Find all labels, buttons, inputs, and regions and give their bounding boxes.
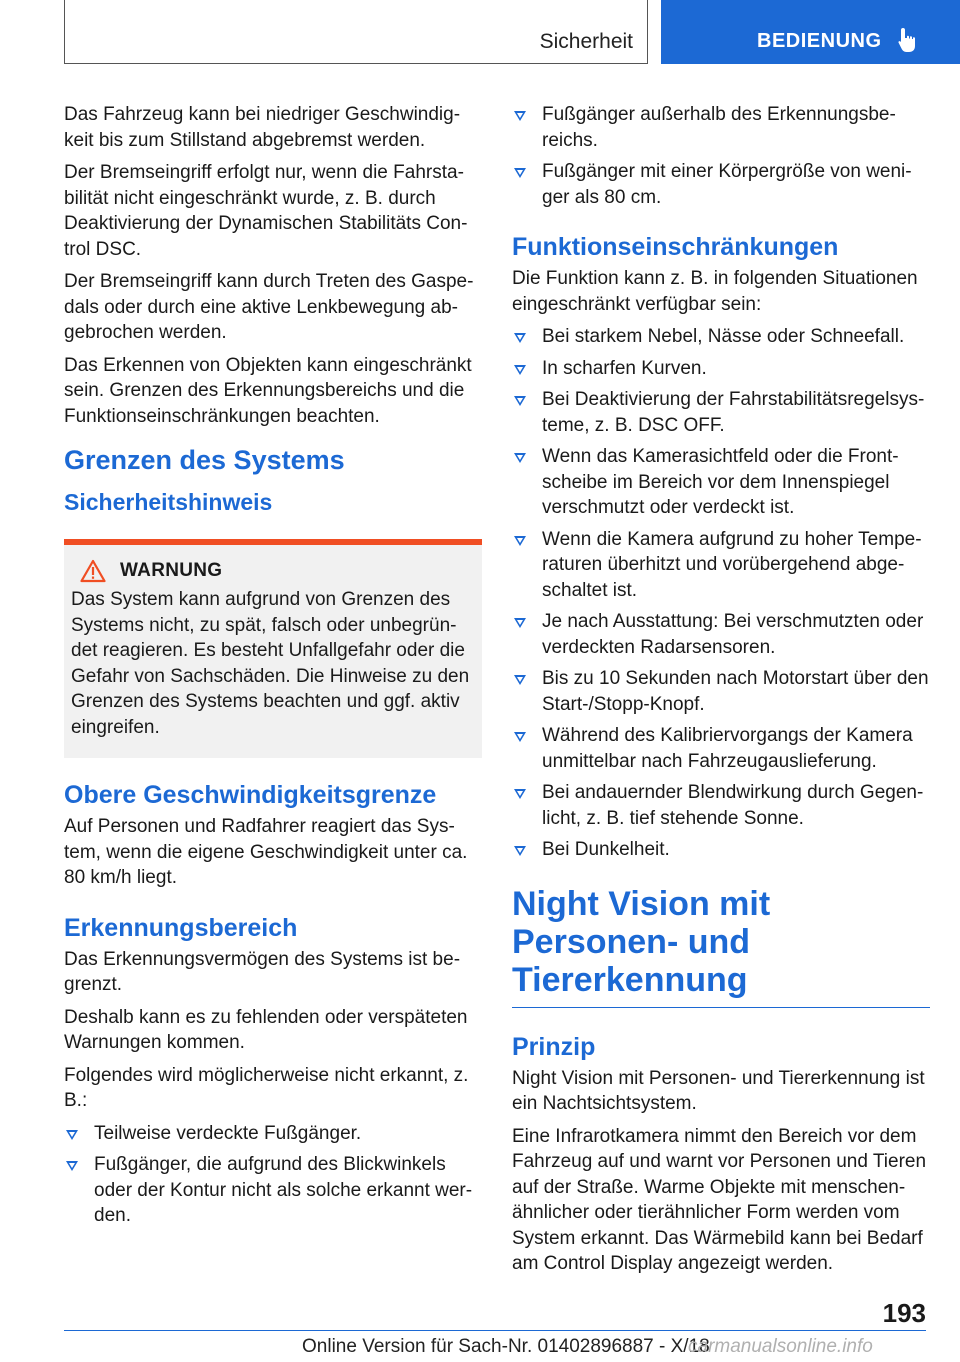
subheading-function-limits: Funktionseinschränkungen (512, 233, 839, 261)
list-item: Fußgänger außerhalb des Erkennungsbereichs. (512, 102, 930, 153)
list-item: Je nach Ausstattung: Bei verschmutzten oder verdeckten Radarsensoren. (512, 609, 930, 660)
list-item: Bei andauernder Blendwirkung durch Gegenlicht, z. B. tief stehende Sonne. (512, 780, 930, 831)
triangle-bullet-icon (514, 111, 526, 121)
subheading-safety: Sicherheitshinweis (64, 489, 273, 515)
bullet-list (512, 102, 930, 210)
right-column (512, 102, 930, 1284)
triangle-bullet-icon (514, 168, 526, 178)
list-item: Bei Deaktivierung der Fahrstabilitätsregelsysteme, z. B. DSC OFF. (512, 387, 930, 438)
paragraph: Das Erkennen von Objekten kann eingeschränkt sein. Grenzen des Erkennungsbereichs und die Funktionseinschränkungen beachten. (64, 354, 472, 427)
page-number: 193 (882, 1298, 926, 1328)
left-column (64, 102, 482, 1235)
subheading-detection-range: Erkennungsbereich (64, 913, 298, 942)
triangle-bullet-icon (514, 536, 526, 546)
paragraph: Die Funktion kann z. B. in folgenden Situationen eingeschränkt verfügbar sein: (512, 268, 918, 315)
header-chapter-tab (661, 0, 960, 64)
warning-text: Das System kann aufgrund von Grenzen des Systems nicht, zu spät, falsch oder unbegründet reagieren. Es besteht Unfallgefahr oder die Gefahr von Sachschäden. Die Hinweise zu den Grenzen des Systems beachten und ggf. aktiv eingreifen. (71, 589, 470, 738)
paragraph: Deshalb kann es zu fehlenden oder verspäteten Warnungen kommen. (64, 1006, 468, 1053)
warning-box (64, 539, 482, 758)
chapter-heading-night-vision: Night Vision mit Personen- und Tiererkennung (512, 885, 930, 1008)
paragraph: Der Bremseingriff erfolgt nur, wenn die Fahrstabilität nicht eingeschränkt wurde, z. B. durch Deaktivierung der Dynamischen Stabilitäts Control DSC. (64, 162, 468, 260)
header-section-box (64, 0, 648, 64)
triangle-bullet-icon (514, 453, 526, 463)
list-item: Fußgänger, die aufgrund des Blickwinkels oder der Kontur nicht als solche erkannt werden. (64, 1152, 482, 1229)
list-item: Bis zu 10 Sekunden nach Motorstart über den Start-/Stopp-Knopf. (512, 666, 930, 717)
triangle-bullet-icon (514, 732, 526, 742)
list-item: Während des Kalibriervorgangs der Kamera unmittelbar nach Fahrzeugauslieferung. (512, 723, 930, 774)
paragraph: Auf Personen und Radfahrer reagiert das System, wenn die eigene Geschwindigkeit unter ca. 80 km/h liegt. (64, 816, 468, 888)
watermark: carmanualsonline.info (688, 1336, 873, 1357)
triangle-bullet-icon (514, 618, 526, 628)
warning-triangle-icon (80, 559, 106, 583)
list-item: Wenn die Kamera aufgrund zu hoher Temperaturen überhitzt und vorübergehend abgeschaltet ist. (512, 527, 930, 604)
subheading-speed-limit: Obere Geschwindigkeitsgrenze (64, 781, 437, 809)
section-heading-limits: Grenzen des Systems (64, 445, 345, 475)
paragraph: Eine Infrarotkamera nimmt den Bereich vor dem Fahrzeug auf und warnt vor Personen und Tieren auf der Straße. Warme Objekte mit menschenähnlicher oder tierähnlicher Form werden vom System erkannt. Das Wärmebild kann bei Bedarf am Control Display angezeigt werden. (512, 1125, 927, 1274)
triangle-bullet-icon (514, 365, 526, 375)
triangle-bullet-icon (514, 675, 526, 685)
paragraph: Night Vision mit Personen- und Tiererkennung ist ein Nachtsichtsystem. (512, 1067, 925, 1114)
list-item: Fußgänger mit einer Körpergröße von weniger als 80 cm. (512, 159, 930, 210)
list-item: Bei Dunkelheit. (512, 837, 930, 863)
list-item: Wenn das Kamerasichtfeld oder die Frontscheibe im Bereich vor dem Innenspiegel verschmutzt oder verdeckt ist. (512, 444, 930, 521)
list-item: Bei starkem Nebel, Nässe oder Schneefall. (512, 324, 930, 350)
triangle-bullet-icon (514, 789, 526, 799)
footer-text: Online Version für Sach-Nr. 01402896887 - X/18 (302, 1336, 710, 1357)
triangle-bullet-icon (514, 396, 526, 406)
warning-header (71, 559, 474, 583)
header-chapter-label: BEDIENUNG (757, 30, 882, 52)
list-item: In scharfen Kurven. (512, 356, 930, 382)
paragraph: Das Fahrzeug kann bei niedriger Geschwindigkeit bis zum Stillstand abgebremst werden. (64, 104, 461, 151)
paragraph: Folgendes wird möglicherweise nicht erkannt, z. B.: (64, 1064, 469, 1111)
bullet-list (64, 1121, 482, 1229)
subheading-principle: Prinzip (512, 1032, 596, 1061)
header-section-title: Sicherheit (539, 30, 633, 53)
triangle-bullet-icon (66, 1161, 78, 1171)
paragraph: Der Bremseingriff kann durch Treten des Gaspedals oder durch eine aktive Lenkbewegung abgebrochen werden. (64, 271, 474, 343)
pointing-hand-icon (897, 26, 921, 54)
bullet-list (512, 324, 930, 863)
list-item: Teilweise verdeckte Fußgänger. (64, 1121, 482, 1147)
triangle-bullet-icon (514, 333, 526, 343)
warning-title: WARNUNG (120, 560, 223, 581)
footer-divider (64, 1330, 926, 1331)
triangle-bullet-icon (66, 1130, 78, 1140)
triangle-bullet-icon (514, 846, 526, 856)
paragraph: Das Erkennungsvermögen des Systems ist begrenzt. (64, 948, 461, 995)
